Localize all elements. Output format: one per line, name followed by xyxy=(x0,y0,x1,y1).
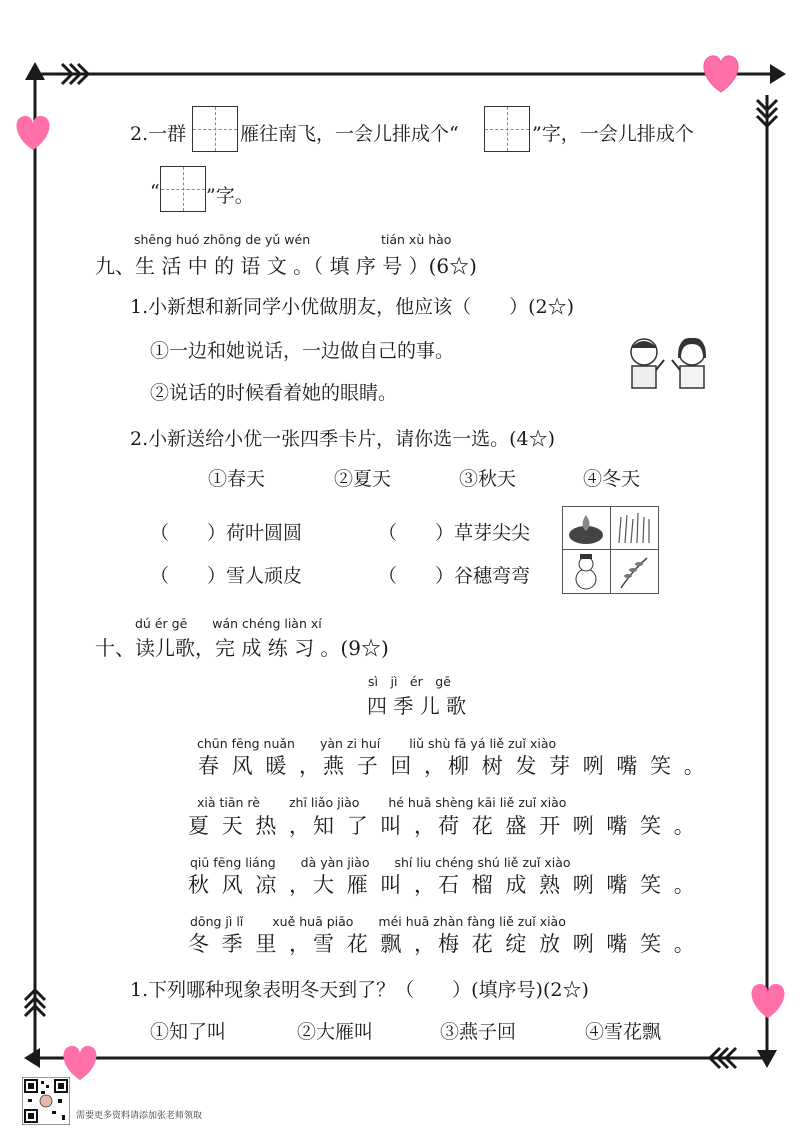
season-option: ④冬天 xyxy=(583,468,641,490)
grass-sprout-picture xyxy=(611,507,659,550)
pinyin: sì jì ér gē xyxy=(368,674,451,689)
season-card-pictures xyxy=(562,506,659,594)
season-option: ③秋天 xyxy=(459,468,517,490)
arrow-left-icon xyxy=(24,1048,40,1068)
question-text: 1.小新想和新同学小优做朋友，他应该（ ）(2☆) xyxy=(130,296,575,318)
snowman-picture xyxy=(563,550,611,593)
question-text: 雁往南飞，一会儿排成个“ xyxy=(240,123,459,145)
tianzige-box[interactable] xyxy=(160,166,206,212)
pinyin: xià tiān rè zhī liǎo jiào hé huā shèng kāi liě zuǐ xiào xyxy=(197,795,567,810)
poem-line: 秋 风 凉 ，大 雁 叫 ，石 榴 成 熟 咧 嘴 笑 。 xyxy=(188,873,698,897)
fill-blank[interactable]: （ ）荷叶圆圆 xyxy=(150,522,303,544)
children-illustration xyxy=(620,332,720,398)
season-option: ②夏天 xyxy=(334,468,392,490)
pinyin: dōng jì lǐ xuě huā piāo méi huā zhàn fàng liě zuǐ xiào xyxy=(190,914,566,929)
grain-ear-picture xyxy=(611,550,659,593)
poem-title: 四 季 儿 歌 xyxy=(367,694,467,718)
pinyin: tián xù hào xyxy=(381,232,452,247)
answer-option: ①知了叫 xyxy=(150,1021,227,1043)
season-option: ①春天 xyxy=(208,468,266,490)
question-text: 2.一群 xyxy=(130,123,187,145)
footer-note: 需要更多资料请添加张老师领取 xyxy=(76,1111,203,1121)
question-text: ”字。 xyxy=(206,185,254,207)
fill-blank[interactable]: （ ）谷穗弯弯 xyxy=(378,565,531,587)
tianzige-box[interactable] xyxy=(484,106,530,152)
poem-line: 夏 天 热 ，知 了 叫 ，荷 花 盛 开 咧 嘴 笑 。 xyxy=(188,814,698,838)
question-text: “ xyxy=(150,181,160,203)
pinyin: qiū fēng liáng dà yàn jiào shí liu chéng shú liě zuǐ xiào xyxy=(190,855,571,870)
poem-line: 冬 季 里 ，雪 花 飘 ，梅 花 绽 放 咧 嘴 笑 。 xyxy=(188,932,698,956)
pinyin: dú ér gē wán chéng liàn xí xyxy=(135,616,322,631)
section-title: 九、生 活 中 的 语 文 。（ 填 序 号 ）(6☆) xyxy=(95,254,477,278)
tianzige-box[interactable] xyxy=(192,106,238,152)
option-text: ②说话的时候看着她的眼睛。 xyxy=(150,382,398,404)
qr-code-icon[interactable] xyxy=(22,1077,70,1125)
heart-icon xyxy=(704,56,738,92)
poem-line: 春 风 暖 ，燕 子 回 ，柳 树 发 芽 咧 嘴 笑 。 xyxy=(198,754,708,778)
option-text: ①一边和她说话，一边做自己的事。 xyxy=(150,340,455,362)
question-text: ”字，一会儿排成个 xyxy=(532,123,694,145)
heart-icon xyxy=(17,116,50,150)
section-title: 十、读儿歌，完 成 练 习 。(9☆) xyxy=(95,636,389,660)
question-text: 2.小新送给小优一张四季卡片，请你选一选。(4☆) xyxy=(130,428,556,450)
arrow-right-icon xyxy=(770,64,786,84)
fill-blank[interactable]: （ ）草芽尖尖 xyxy=(378,522,531,544)
question-text: 1.下列哪种现象表明冬天到了？（ ）(填序号)(2☆) xyxy=(130,979,589,1001)
pinyin: chūn fēng nuǎn yàn zi huí liǔ shù fā yá liě zuǐ xiào xyxy=(197,736,557,751)
fill-blank[interactable]: （ ）雪人顽皮 xyxy=(150,565,303,587)
answer-option: ④雪花飘 xyxy=(585,1021,662,1043)
lotus-picture xyxy=(563,507,611,550)
arrow-up-icon xyxy=(25,62,45,80)
pinyin: shēng huó zhōng de yǔ wén xyxy=(134,232,311,247)
answer-option: ③燕子回 xyxy=(440,1021,517,1043)
answer-option: ②大雁叫 xyxy=(297,1021,374,1043)
heart-icon xyxy=(64,1046,97,1080)
